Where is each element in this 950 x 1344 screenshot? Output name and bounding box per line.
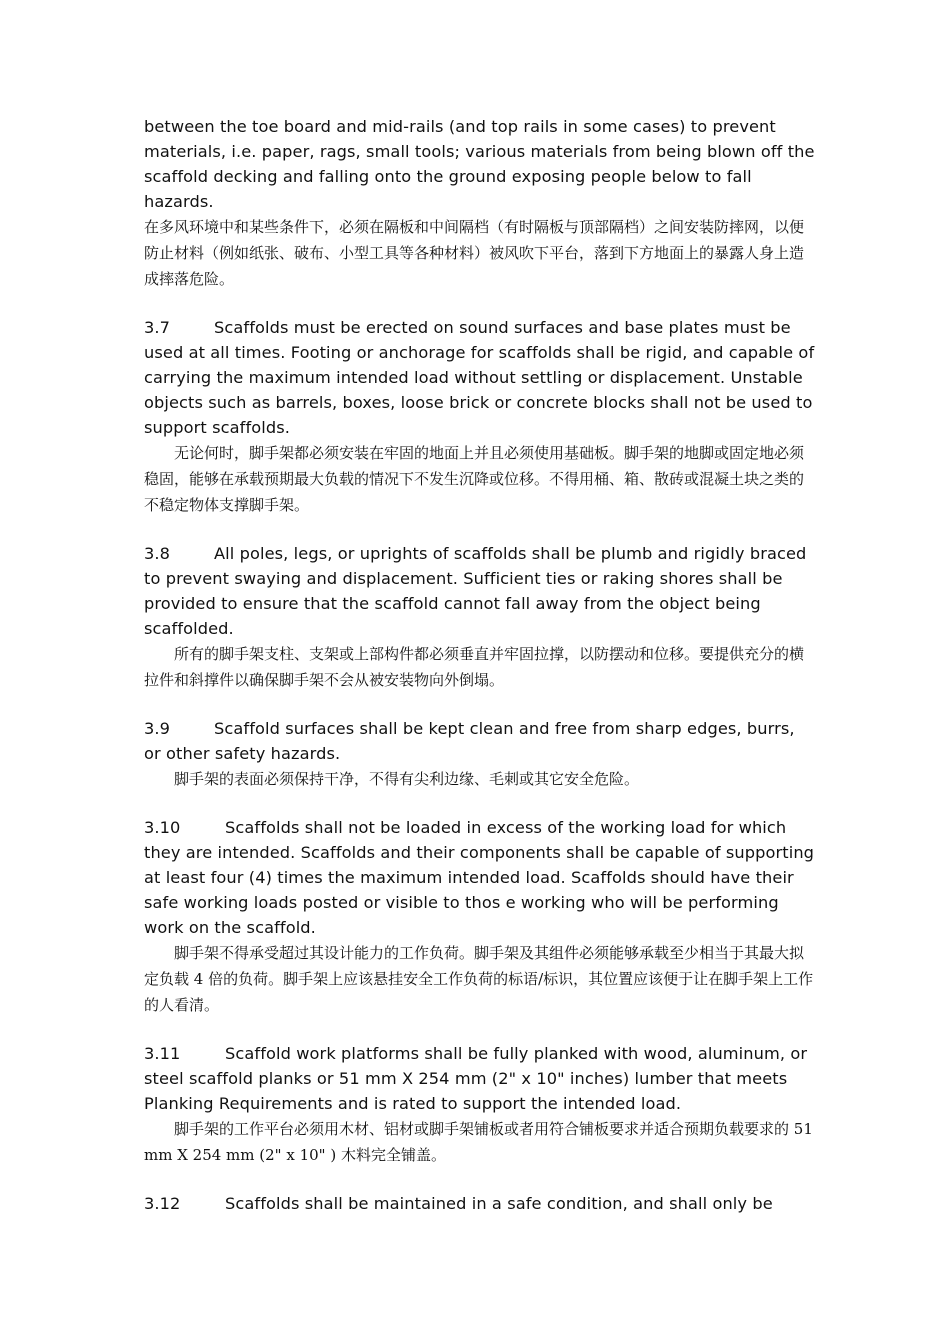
section-body-en: Scaffolds shall not be loaded in excess of the working load for which they are intended. Scaffolds and their components shall be capable of supporting at least four (4) times the maximum intended load. Scaffolds should have their safe working loads posted or visible to thos e working who will be performing work on the scaffold. xyxy=(144,818,815,937)
section-text-en xyxy=(144,541,816,641)
section-text-zh: 所有的脚手架支柱、支架或上部构件都必须垂直并牢固拉撑，以防摆动和位移。要提供充分的横拉件和斜撑件以确保脚手架不会从被安装物向外倒塌。 xyxy=(144,645,805,689)
section-number: 3.12 xyxy=(144,1194,181,1213)
document-page xyxy=(144,114,816,1216)
section-number: 3.11 xyxy=(144,1044,181,1063)
intro-section xyxy=(144,114,816,292)
section-text-en xyxy=(144,1191,816,1216)
intro-text-zh: 在多风环境中和某些条件下，必须在隔板和中间隔档（有时隔板与顶部隔档）之间安装防摔网，以便防止材料（例如纸张、破布、小型工具等各种材料）被风吹下平台，落到下方地面上的暴露人身上造成摔落危险。 xyxy=(144,218,805,288)
intro-text-en: between the toe board and mid-rails (and top rails in some cases) to prevent materials, i.e. paper, rags, small tools; various materials from being blown off the scaffold decking and falling onto the ground exposing people below to fall hazards. xyxy=(144,117,815,211)
section-text-zh: 无论何时，脚手架都必须安装在牢固的地面上并且必须使用基础板。脚手架的地脚或固定地必须稳固，能够在承载预期最大负载的情况下不发生沉降或位移。不得用桶、箱、散砖或混凝土块之类的不稳定物体支撑脚手架。 xyxy=(144,444,805,514)
section-body-en: Scaffolds must be erected on sound surfaces and base plates must be used at all times. Footing or anchorage for scaffolds shall be rigid, and capable of carrying the maximum intended load without settling or displacement. Unstable objects such as barrels, boxes, loose brick or concrete blocks shall not be used to support scaffolds. xyxy=(144,318,815,437)
section-body-en: Scaffold work platforms shall be fully planked with wood, aluminum, or steel scaffold planks or 51 mm X 254 mm (2" x 10" inches) lumber that meets Planking Requirements and is rated to support the intended load. xyxy=(144,1044,808,1113)
section-text-en xyxy=(144,1041,816,1116)
section-3-7 xyxy=(144,315,816,518)
section-3-11 xyxy=(144,1041,816,1168)
section-3-8 xyxy=(144,541,816,693)
section-number: 3.10 xyxy=(144,818,181,837)
section-number: 3.9 xyxy=(144,719,171,738)
section-number: 3.7 xyxy=(144,318,171,337)
section-3-9 xyxy=(144,716,816,792)
section-body-en: Scaffolds shall be maintained in a safe condition, and shall only be xyxy=(225,1194,773,1213)
section-text-zh: 脚手架不得承受超过其设计能力的工作负荷。脚手架及其组件必须能够承载至少相当于其最大拟定负载 4 倍的负荷。脚手架上应该悬挂安全工作负荷的标语/标识，其位置应该便于让在脚手架上工作的人看清。 xyxy=(144,944,814,1014)
section-text-en xyxy=(144,716,816,766)
section-text-en xyxy=(144,315,816,440)
section-text-zh: 脚手架的工作平台必须用木材、铝材或脚手架铺板或者用符合铺板要求并适合预期负载要求的 51 mm X 254 mm (2" x 10" ) 木料完全铺盖。 xyxy=(144,1120,813,1164)
section-text-en xyxy=(144,815,816,940)
section-3-10 xyxy=(144,815,816,1018)
section-3-12 xyxy=(144,1191,816,1216)
section-body-en: All poles, legs, or uprights of scaffolds shall be plumb and rigidly braced to prevent swaying and displacement. Sufficient ties or raking shores shall be provided to ensure that the scaffold cannot fall away from the object being scaffolded. xyxy=(144,544,807,638)
section-text-zh: 脚手架的表面必须保持干净，不得有尖利边缘、毛刺或其它安全危险。 xyxy=(174,770,640,788)
section-number: 3.8 xyxy=(144,544,171,563)
section-body-en: Scaffold surfaces shall be kept clean and free from sharp edges, burrs, or other safety hazards. xyxy=(144,719,795,763)
